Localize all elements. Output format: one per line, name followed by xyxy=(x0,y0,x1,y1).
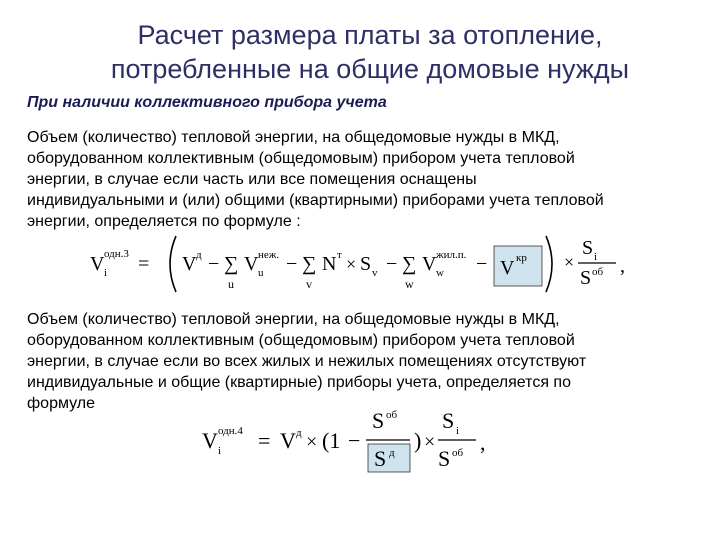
f2-times-2: × xyxy=(424,431,436,453)
f2-f2-num-sub: i xyxy=(456,425,460,437)
f1-minus-4: − xyxy=(476,253,488,275)
f1-v-symbol: V xyxy=(182,253,197,275)
f1-n-sup: т xyxy=(337,249,342,261)
f1-v3-sub: w xyxy=(436,267,444,279)
f2-comma: , xyxy=(480,430,486,455)
paragraph-2-line: энергии, в случае если во всех жилых и нежилых помещениях отсутствуют xyxy=(27,353,587,370)
f2-f1-den: S xyxy=(374,446,387,471)
formula-1 xyxy=(80,232,640,296)
f1-v-sup: д xyxy=(196,249,202,261)
title-line-1: Расчет размера платы за отопление, xyxy=(137,20,603,50)
paragraph-1-line: Объем (количество) тепловой энергии, на общедомовые нужды в МКД, xyxy=(27,129,560,146)
paragraph-2-line: Объем (количество) тепловой энергии, на общедомовые нужды в МКД, xyxy=(27,311,560,328)
f2-f1-num-sup: об xyxy=(386,409,398,421)
f2-times-1: × xyxy=(306,431,318,453)
f2-v-sup: д xyxy=(296,427,302,439)
paragraph-1 xyxy=(27,127,707,232)
paragraph-2 xyxy=(27,309,707,414)
f1-s-symbol: S xyxy=(360,253,372,275)
f1-lhs-sup: одн.3 xyxy=(104,248,129,260)
f2-f1-num: S xyxy=(372,408,385,433)
f1-sum-index-u: u xyxy=(228,277,234,291)
f1-v2-sub: u xyxy=(258,267,264,279)
formula-2 xyxy=(196,404,496,476)
page-title xyxy=(40,18,700,86)
f1-frac-num: S xyxy=(582,237,594,259)
f1-minus-2: − xyxy=(286,253,298,275)
f1-minus-1: − xyxy=(208,253,220,275)
f1-right-paren xyxy=(546,236,552,292)
f2-f1-den-sup: д xyxy=(389,447,395,459)
f2-f2-den-sup: об xyxy=(452,447,464,459)
f2-minus: − xyxy=(348,428,361,453)
f1-v3-symbol: V xyxy=(422,253,437,275)
f2-equals: = xyxy=(258,428,271,453)
f2-lhs-sup: одн.4 xyxy=(218,425,243,437)
f1-sum-3: ∑ xyxy=(402,253,417,275)
f1-sum-index-v: v xyxy=(306,277,312,291)
f2-v-symbol: V xyxy=(280,428,296,453)
f1-v2-sup: неж. xyxy=(258,249,280,261)
paragraph-1-line: индивидуальными и (или) общими (квартирными) приборами учета тепловой xyxy=(27,192,604,209)
f1-s-sub: v xyxy=(372,267,378,279)
section-subtitle: При наличии коллективного прибора учета xyxy=(27,94,387,111)
paragraph-2-line: индивидуальные и общие (квартирные) приборы учета, определяется по xyxy=(27,374,571,391)
f1-sum-index-w: w xyxy=(405,277,414,291)
f1-v2-symbol: V xyxy=(244,253,259,275)
paragraph-2-line: формуле xyxy=(27,395,96,412)
f1-frac-den-sup: об xyxy=(592,266,604,278)
f1-vkr-sup: кр xyxy=(516,252,527,264)
f1-minus-3: − xyxy=(386,253,398,275)
f1-times-2: × xyxy=(564,252,575,272)
f1-left-paren xyxy=(170,236,176,292)
f2-open-paren: (1 xyxy=(322,428,341,453)
f2-lhs-symbol: V xyxy=(202,428,218,453)
f1-frac-den: S xyxy=(580,267,592,289)
formula-1-svg xyxy=(80,232,640,296)
title-line-2: потребленные на общие домовые нужды xyxy=(110,54,630,84)
f1-lhs-sub: i xyxy=(104,267,108,279)
f1-sum-1: ∑ xyxy=(224,253,239,275)
f2-f2-num: S xyxy=(442,408,455,433)
f1-vkr-symbol: V xyxy=(500,257,515,279)
formula-2-svg xyxy=(196,404,496,476)
f1-comma: , xyxy=(620,255,625,277)
paragraph-1-line: энергии, в случае если часть или все помещения оснащены xyxy=(27,171,477,188)
f1-lhs-symbol: V xyxy=(90,253,105,275)
f2-close-paren: ) xyxy=(414,428,422,453)
f1-equals: = xyxy=(138,253,150,275)
f1-v3-sup: жил.п. xyxy=(436,249,467,261)
f1-n-symbol: N xyxy=(322,253,337,275)
paragraph-2-line: оборудованном коллективным (общедомовым) прибором учета тепловой xyxy=(27,332,575,349)
f2-lhs-sub: i xyxy=(218,445,222,457)
f2-f2-den: S xyxy=(438,446,451,471)
paragraph-1-line: оборудованном коллективным (общедомовым) прибором учета тепловой xyxy=(27,150,575,167)
f1-sum-2: ∑ xyxy=(302,253,317,275)
paragraph-1-line: энергии, определяется по формуле : xyxy=(27,213,301,230)
f1-frac-num-sub: i xyxy=(594,251,598,263)
f1-times: × xyxy=(346,254,357,274)
